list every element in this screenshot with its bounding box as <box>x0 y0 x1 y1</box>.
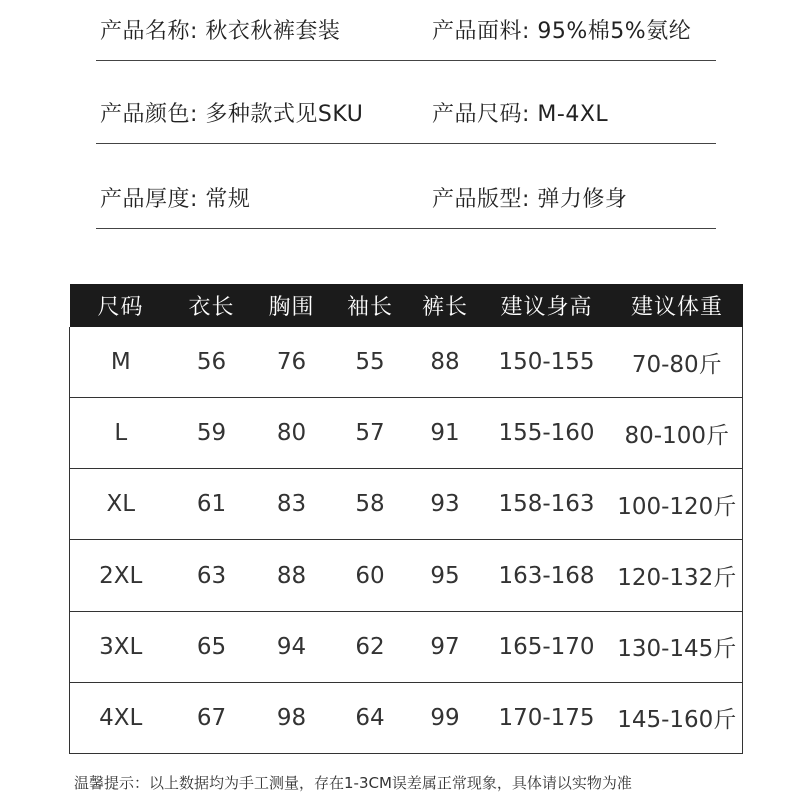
cell-top-length: 67 <box>172 682 252 753</box>
cell-sleeve-length: 58 <box>332 469 409 540</box>
product-color-text: 产品颜色: 多种款式见SKU <box>100 102 364 127</box>
table-row <box>70 398 743 469</box>
cell-size: 2XL <box>70 540 172 611</box>
product-fit-text: 产品版型: 弹力修身 <box>432 187 628 212</box>
cell-suggested-weight: 70-80斤 <box>612 327 743 398</box>
cell-size: XL <box>70 469 172 540</box>
info-row <box>96 168 716 229</box>
cell-suggested-weight: 80-100斤 <box>612 398 743 469</box>
header-size: 尺码 <box>70 284 172 327</box>
cell-chest: 88 <box>252 540 332 611</box>
cell-sleeve-length: 57 <box>332 398 409 469</box>
cell-size: 3XL <box>70 611 172 682</box>
info-row <box>96 83 716 144</box>
size-chart-table <box>69 284 743 754</box>
footer-note: 温馨提示：以上数据均为手工测量，存在1-3CM误差属正常现象，具体请以实物为准 <box>74 774 632 792</box>
cell-suggested-height: 155-160 <box>482 398 612 469</box>
cell-suggested-height: 165-170 <box>482 611 612 682</box>
table-row <box>70 327 743 398</box>
product-thickness-text: 产品厚度: 常规 <box>100 187 251 212</box>
header-pants-length: 裤长 <box>409 284 482 327</box>
cell-chest: 94 <box>252 611 332 682</box>
header-suggested-weight: 建议体重 <box>612 284 743 327</box>
cell-size: 4XL <box>70 682 172 753</box>
cell-top-length: 63 <box>172 540 252 611</box>
header-suggested-height: 建议身高 <box>482 284 612 327</box>
cell-suggested-weight: 145-160斤 <box>612 682 743 753</box>
cell-sleeve-length: 60 <box>332 540 409 611</box>
cell-top-length: 59 <box>172 398 252 469</box>
cell-chest: 98 <box>252 682 332 753</box>
cell-sleeve-length: 62 <box>332 611 409 682</box>
cell-suggested-weight: 120-132斤 <box>612 540 743 611</box>
cell-suggested-weight: 100-120斤 <box>612 469 743 540</box>
cell-sleeve-length: 64 <box>332 682 409 753</box>
cell-sleeve-length: 55 <box>332 327 409 398</box>
cell-suggested-height: 158-163 <box>482 469 612 540</box>
cell-pants-length: 88 <box>409 327 482 398</box>
header-top-length: 衣长 <box>172 284 252 327</box>
cell-top-length: 56 <box>172 327 252 398</box>
cell-chest: 83 <box>252 469 332 540</box>
table-row <box>70 469 743 540</box>
cell-pants-length: 95 <box>409 540 482 611</box>
table-row <box>70 682 743 753</box>
cell-pants-length: 97 <box>409 611 482 682</box>
cell-pants-length: 93 <box>409 469 482 540</box>
header-chest: 胸围 <box>252 284 332 327</box>
cell-pants-length: 99 <box>409 682 482 753</box>
header-sleeve-length: 袖长 <box>332 284 409 327</box>
product-name-text: 产品名称: 秋衣秋裤套装 <box>100 19 341 44</box>
cell-size: L <box>70 398 172 469</box>
cell-suggested-weight: 130-145斤 <box>612 611 743 682</box>
cell-chest: 76 <box>252 327 332 398</box>
product-size-range-text: 产品尺码: M-4XL <box>432 102 609 127</box>
cell-chest: 80 <box>252 398 332 469</box>
table-row <box>70 611 743 682</box>
cell-top-length: 65 <box>172 611 252 682</box>
table-header-row <box>70 284 743 327</box>
cell-top-length: 61 <box>172 469 252 540</box>
cell-suggested-height: 163-168 <box>482 540 612 611</box>
cell-pants-length: 91 <box>409 398 482 469</box>
cell-size: M <box>70 327 172 398</box>
cell-suggested-height: 150-155 <box>482 327 612 398</box>
product-fabric-text: 产品面料: 95%棉5%氨纶 <box>432 19 692 44</box>
info-row <box>96 0 716 61</box>
table-row <box>70 540 743 611</box>
cell-suggested-height: 170-175 <box>482 682 612 753</box>
